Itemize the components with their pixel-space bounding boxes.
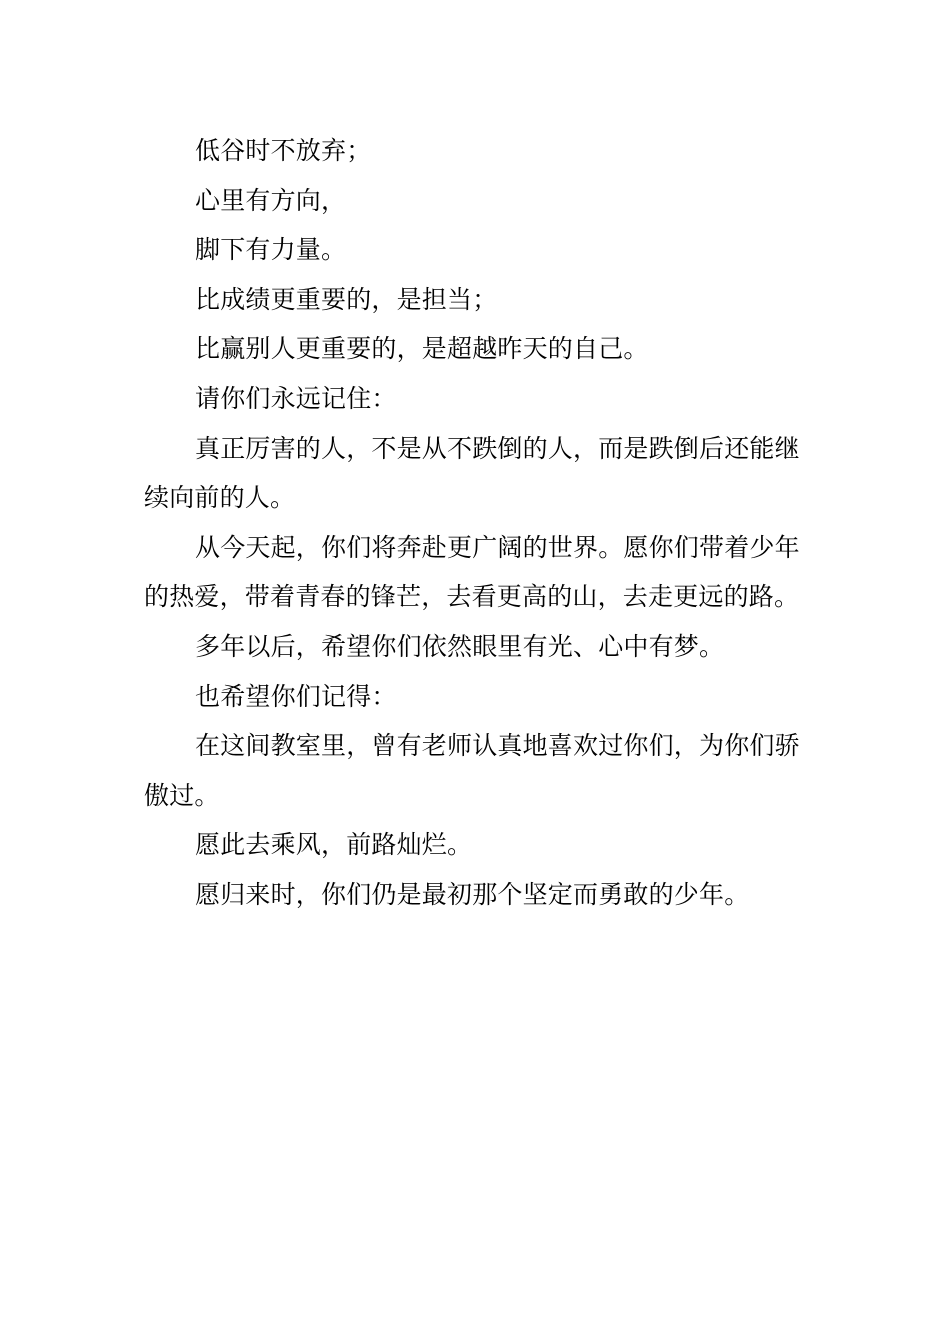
paragraph: 愿归来时，你们仍是最初那个坚定而勇敢的少年。	[195, 879, 750, 909]
paragraph: 低谷时不放弃；	[195, 136, 372, 165]
paragraph: 在这间教室里，曾有老师认真地喜欢过你们，为你们骄傲过。	[144, 731, 800, 810]
paragraph: 心里有方向，	[195, 185, 347, 215]
paragraph: 从今天起，你们将奔赴更广阔的世界。愿你们带着少年的热爱，带着青春的锋芒，去看更高的山，去走更远的路。	[144, 532, 800, 612]
document-body	[144, 126, 808, 920]
paragraph: 真正厉害的人，不是从不跌倒的人，而是跌倒后还能继续向前的人。	[144, 433, 800, 513]
paragraph: 愿此去乘风，前路灿烂。	[195, 830, 473, 860]
paragraph: 多年以后，希望你们依然眼里有光、心中有梦。	[195, 631, 725, 661]
paragraph: 脚下有力量。	[195, 235, 347, 265]
paragraph: 请你们永远记住：	[195, 383, 397, 413]
paragraph: 比成绩更重要的，是担当；	[195, 284, 498, 314]
paragraph: 也希望你们记得：	[195, 681, 397, 711]
paragraph: 比赢别人更重要的，是超越昨天的自己。	[195, 334, 649, 364]
